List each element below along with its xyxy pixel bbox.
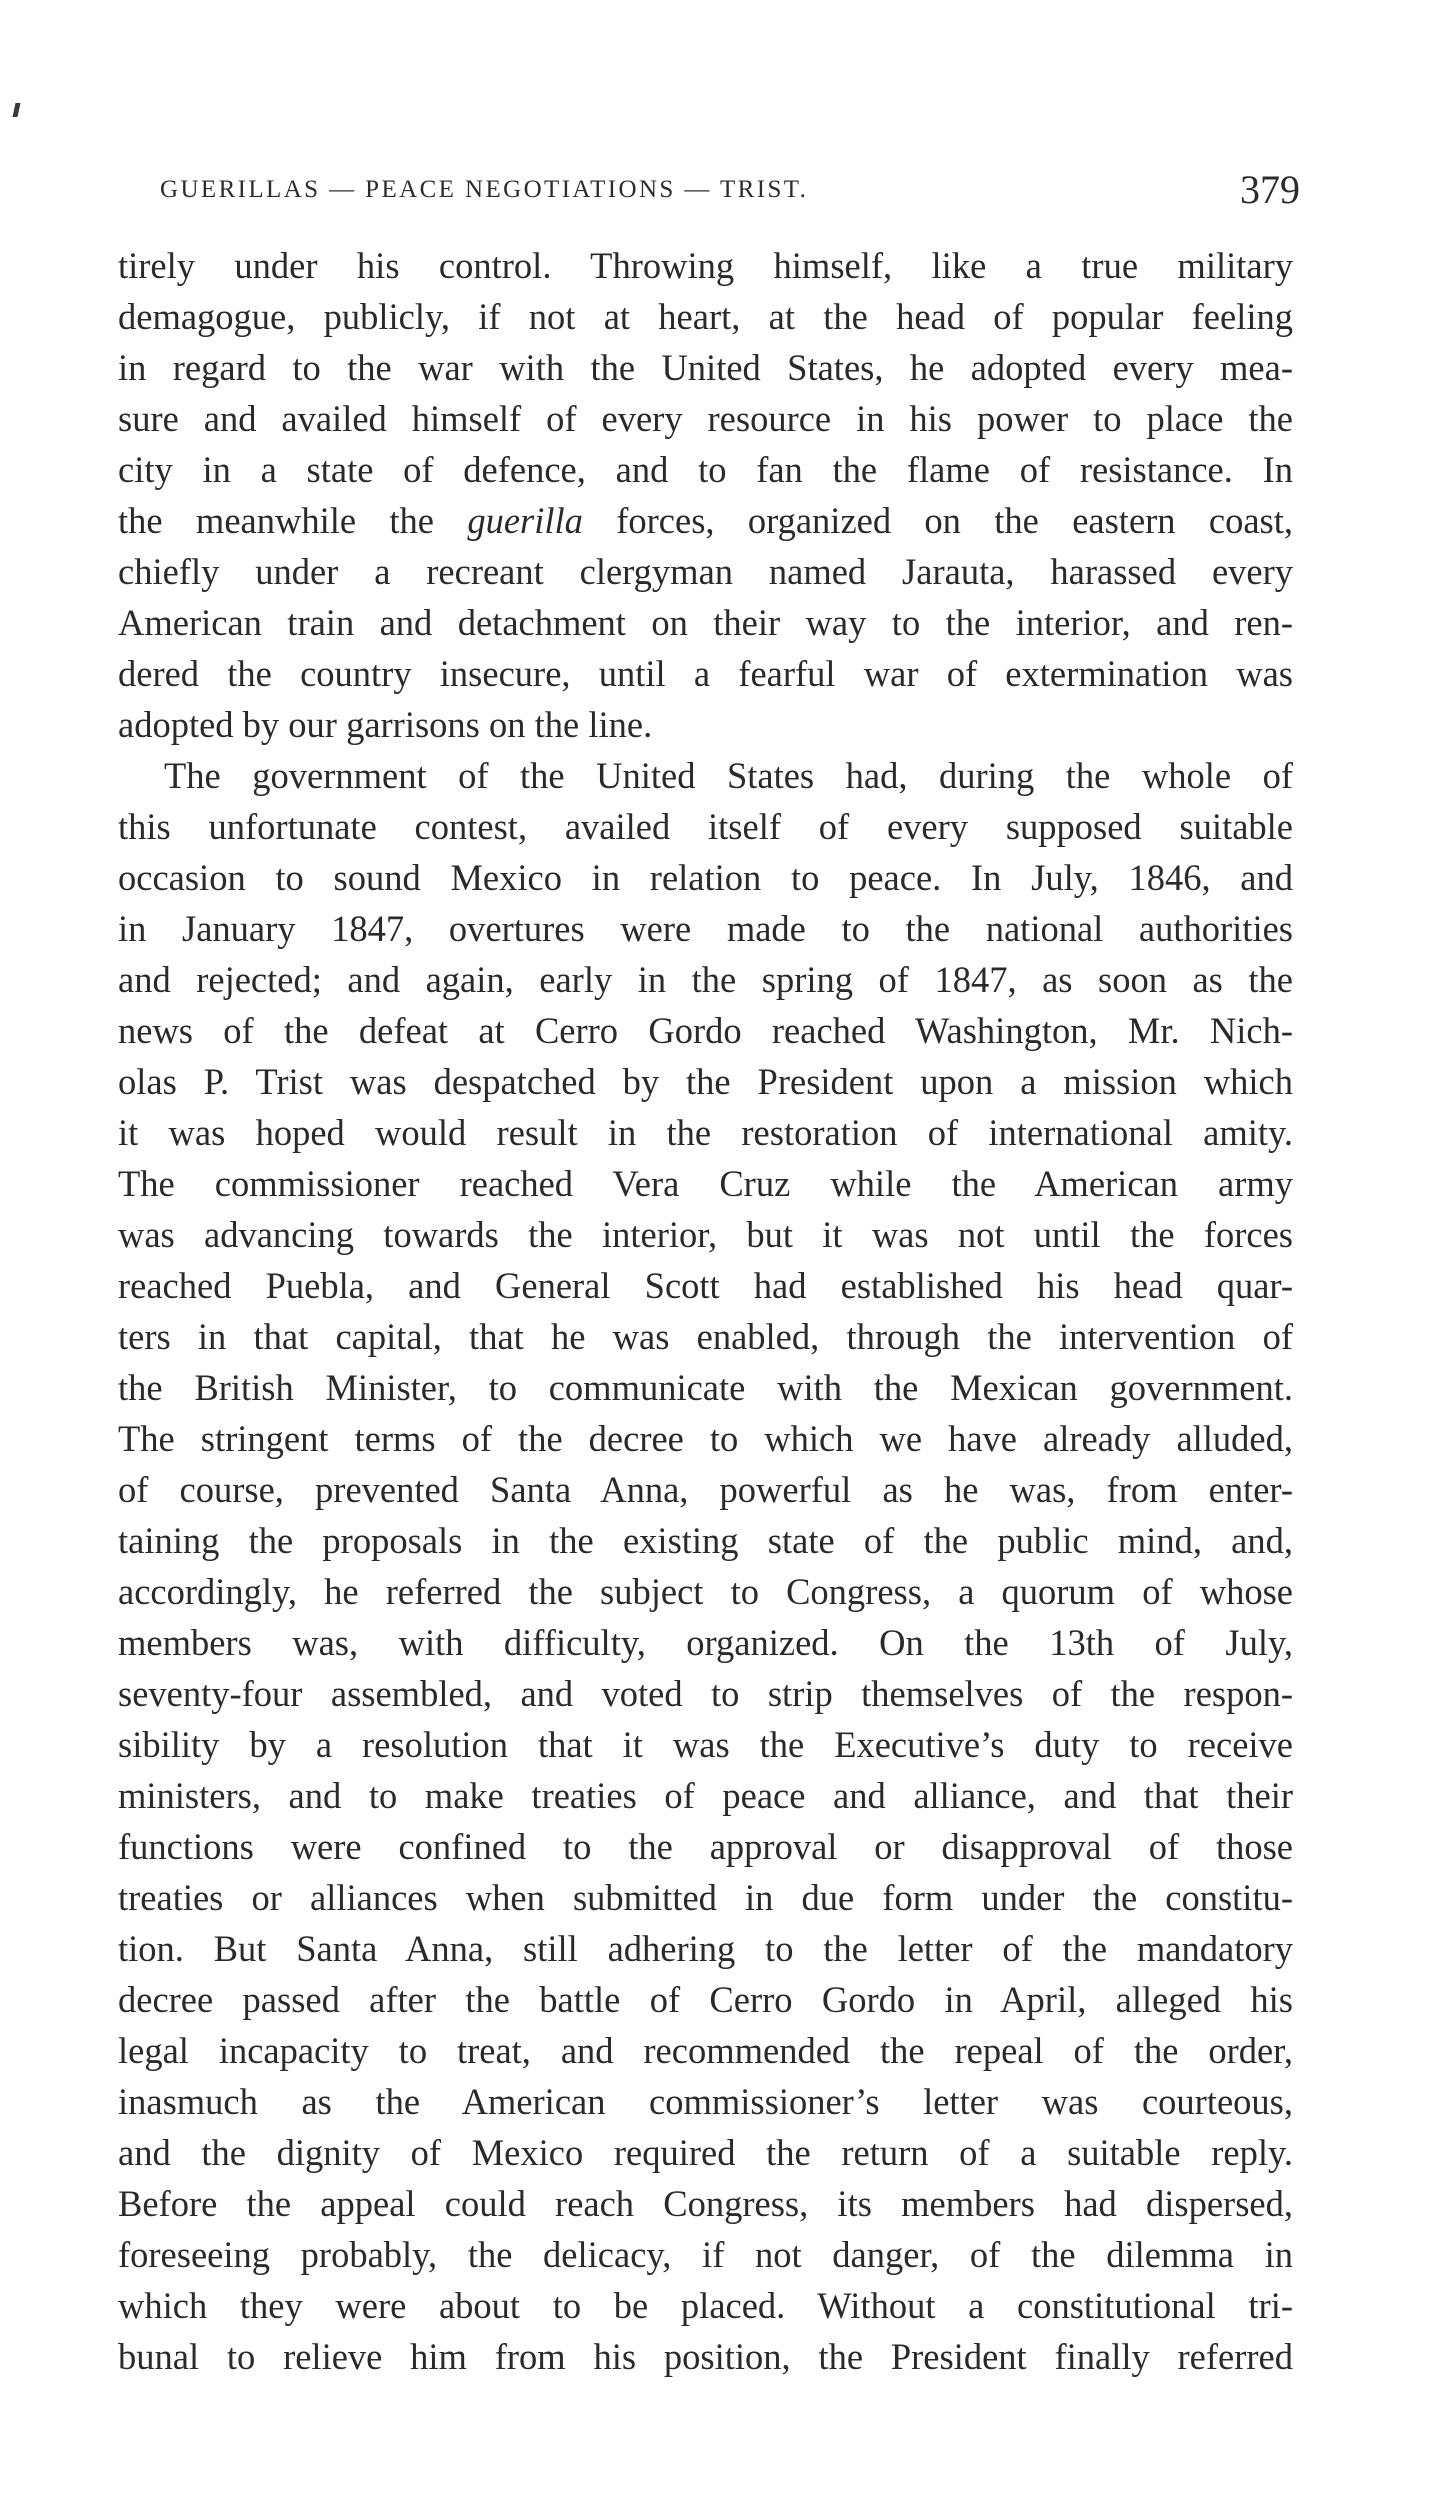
text-line: it was hoped would result in the restoration of international amity. [118,1112,1293,1153]
text-line: ministers, and to make treaties of peace and alliance, and that their [118,1775,1293,1816]
text-line: occasion to sound Mexico in relation to peace. In July, 1846, and [118,857,1293,898]
text-line: the British Minister, to communicate with the Mexican government. [118,1367,1293,1408]
text-line: bunal to relieve him from his position, the President finally referred [118,2336,1293,2377]
text-line: tirely under his control. Throwing himself, like a true military [118,245,1293,286]
text-line: olas P. Trist was despatched by the President upon a mission which [118,1061,1293,1102]
paragraph-end-line: adopted by our garrisons on the line. [118,704,653,745]
text-line: functions were confined to the approval or disapproval of those [118,1826,1293,1867]
text-line: decree passed after the battle of Cerro Gordo in April, alleged his [118,1979,1293,2020]
text-line: which they were about to be placed. Without a constitutional tri- [118,2285,1293,2326]
ink-mark [13,103,21,117]
text-line [118,495,1293,546]
text-line: ters in that capital, that he was enabled, through the intervention of [118,1316,1293,1357]
text-line: demagogue, publicly, if not at heart, at the head of popular feeling [118,296,1293,337]
text-line: chiefly under a recreant clergyman named Jarauta, harassed every [118,551,1293,592]
italic-word: guerilla [467,500,583,541]
text-line: dered the country insecure, until a fearful war of extermination was [118,653,1293,694]
page-number: 379 [1240,167,1300,212]
text-line: was advancing towards the interior, but it was not until the forces [118,1214,1293,1255]
text-line: taining the proposals in the existing state of the public mind, and, [118,1520,1293,1561]
page-header [160,166,1300,216]
text-line: members was, with difficulty, organized. On the 13th of July, [118,1622,1293,1663]
text-line: seventy-four assembled, and voted to strip themselves of the respon- [118,1673,1293,1714]
text-line: this unfortunate contest, availed itself of every supposed suitable [118,806,1293,847]
text-line: city in a state of defence, and to fan the flame of resistance. In [118,449,1293,490]
text-line: foreseeing probably, the delicacy, if not danger, of the dilemma in [118,2234,1293,2275]
running-head: GUERILLAS — PEACE NEGOTIATIONS — TRIST. [160,176,809,203]
text-line: inasmuch as the American commissioner’s letter was courteous, [118,2081,1293,2122]
text-line: reached Puebla, and General Scott had established his head quar- [118,1265,1293,1306]
text-line: news of the defeat at Cerro Gordo reached Washington, Mr. Nich- [118,1010,1293,1051]
text-line: sibility by a resolution that it was the Executive’s duty to receive [118,1724,1293,1765]
text-line: treaties or alliances when submitted in due form under the constitu- [118,1877,1293,1918]
text-line: in January 1847, overtures were made to the national authorities [118,908,1293,949]
text-line: and the dignity of Mexico required the return of a suitable reply. [118,2132,1293,2173]
text-line: of course, prevented Santa Anna, powerful as he was, from enter- [118,1469,1293,1510]
text-line: sure and availed himself of every resource in his power to place the [118,398,1293,439]
paragraph-first-line: The government of the United States had, during the whole of [164,755,1293,796]
text-line: The stringent terms of the decree to which we have already alluded, [118,1418,1293,1459]
text-line: accordingly, he referred the subject to Congress, a quorum of whose [118,1571,1293,1612]
text-line: legal incapacity to treat, and recommended the repeal of the order, [118,2030,1293,2071]
text-line: tion. But Santa Anna, still adhering to the letter of the mandatory [118,1928,1293,1969]
text-line: The commissioner reached Vera Cruz while the American army [118,1163,1293,1204]
text-segment: forces, organized on the eastern coast, [582,500,1293,541]
text-line: Before the appeal could reach Congress, its members had dispersed, [118,2183,1293,2224]
text-line: in regard to the war with the United States, he adopted every mea- [118,347,1293,388]
text-segment: the meanwhile the [118,500,468,541]
text-line: American train and detachment on their way to the interior, and ren- [118,602,1293,643]
text-line: and rejected; and again, early in the spring of 1847, as soon as the [118,959,1293,1000]
body-text [118,240,1293,2382]
